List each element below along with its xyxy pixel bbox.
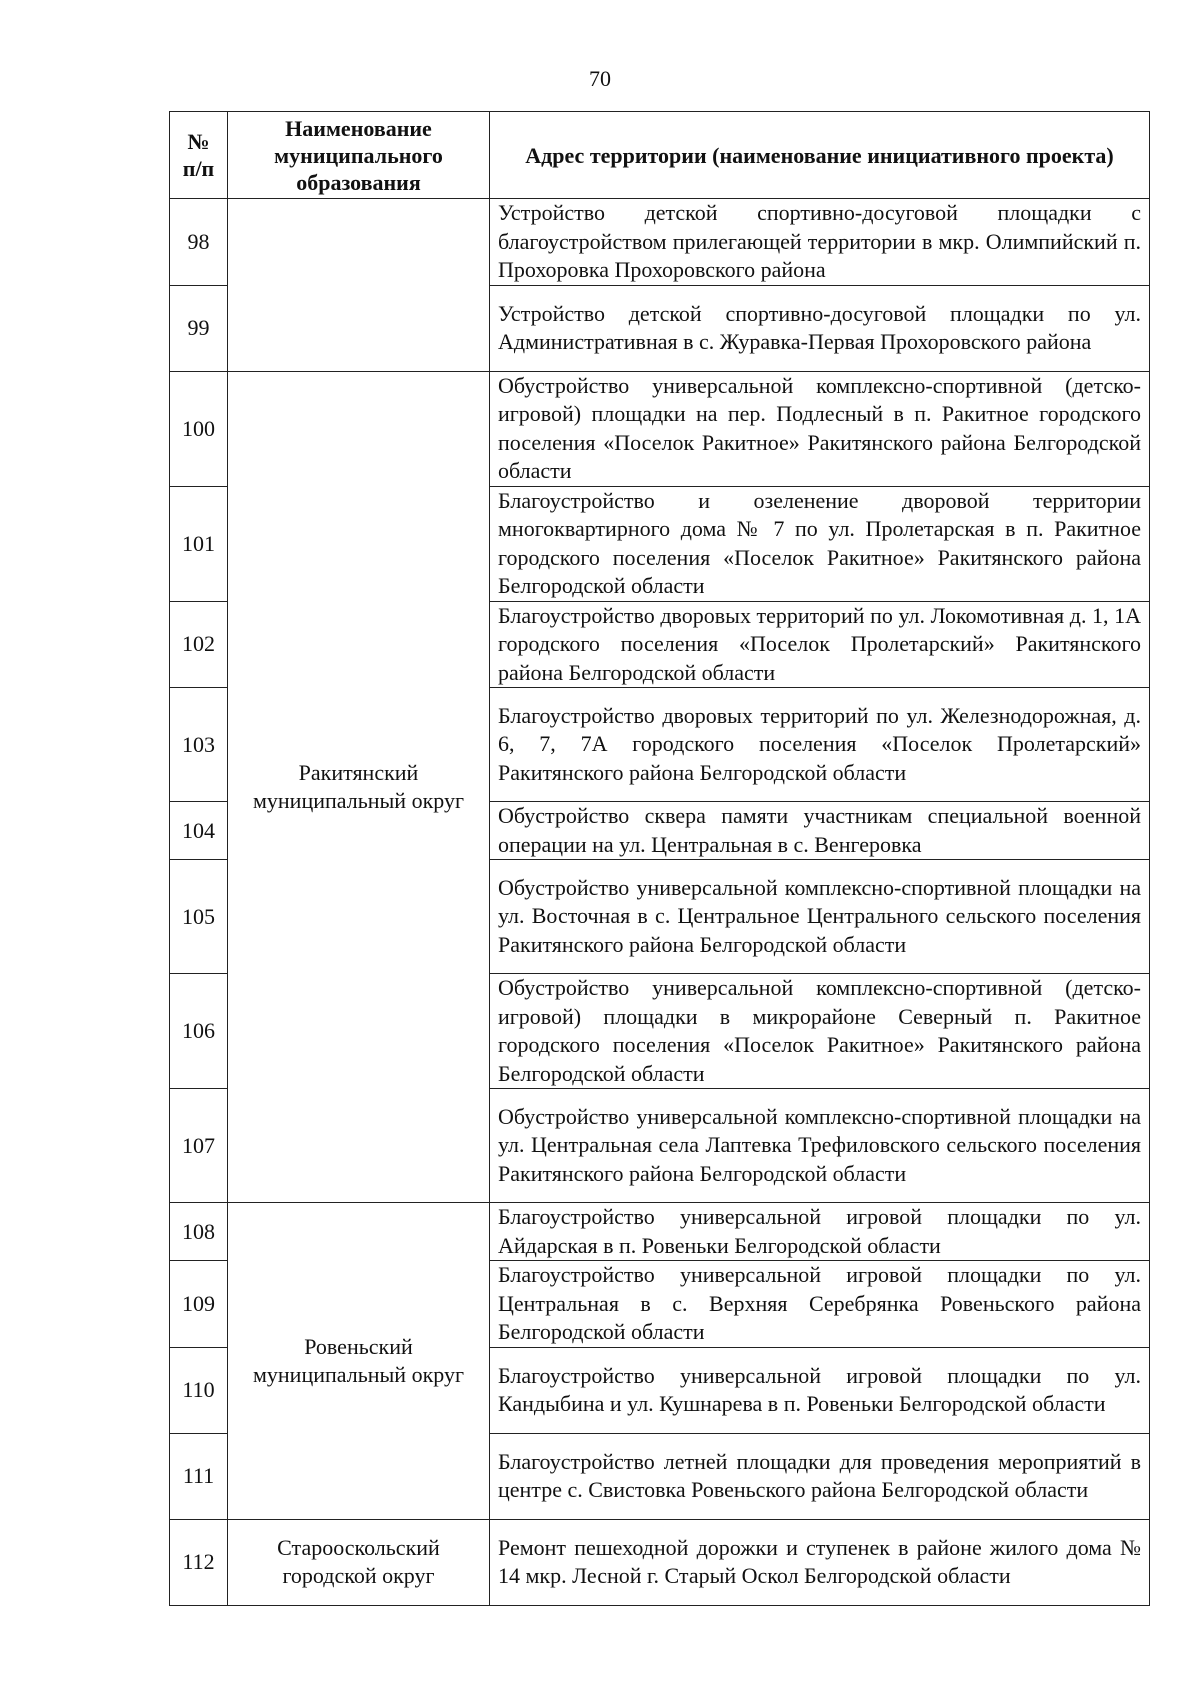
- header-address: Адрес территории (наименование инициативного проекта): [490, 112, 1150, 199]
- municipality-cell: Ракитянский муниципальный округ: [228, 371, 490, 1203]
- project-address: Благоустройство универсальной игровой площадки по ул. Кандыбина и ул. Кушнарева в п. Ровеньки Белгородской области: [490, 1347, 1150, 1433]
- header-municipality: Наименование муниципального образования: [228, 112, 490, 199]
- row-number: 104: [170, 802, 228, 860]
- row-number: 103: [170, 688, 228, 802]
- row-number: 105: [170, 860, 228, 974]
- table-header-row: [170, 112, 1150, 199]
- project-address: Благоустройство дворовых территорий по ул. Железнодорожная, д. 6, 7, 7А городского поселения «Поселок Пролетарский» Ракитянского района Белгородской области: [490, 688, 1150, 802]
- project-address: Благоустройство дворовых территорий по ул. Локомотивная д. 1, 1А городского поселения «Поселок Пролетарский» Ракитянского района Белгородской области: [490, 601, 1150, 688]
- project-address: Благоустройство универсальной игровой площадки по ул. Центральная в с. Верхняя Серебрянка Ровеньского района Белгородской области: [490, 1261, 1150, 1348]
- project-address: Устройство детской спортивно-досуговой площадки с благоустройством прилегающей территории в мкр. Олимпийский п. Прохоровка Прохоровского района: [490, 199, 1150, 286]
- header-number: № п/п: [170, 112, 228, 199]
- row-number: 98: [170, 199, 228, 286]
- project-address: Благоустройство летней площадки для проведения мероприятий в центре с. Свистовка Ровеньского района Белгородской области: [490, 1433, 1150, 1519]
- row-number: 100: [170, 371, 228, 486]
- project-address: Ремонт пешеходной дорожки и ступенек в районе жилого дома № 14 мкр. Лесной г. Старый Оскол Белгородской области: [490, 1519, 1150, 1605]
- project-address: Благоустройство универсальной игровой площадки по ул. Айдарская в п. Ровеньки Белгородской области: [490, 1203, 1150, 1261]
- row-number: 107: [170, 1089, 228, 1203]
- row-number: 106: [170, 974, 228, 1089]
- project-address: Обустройство универсальной комплексно-спортивной (детско-игровой) площадки на пер. Подлесный в п. Ракитное городского поселения «Поселок Ракитное» Ракитянского района Белгородской области: [490, 371, 1150, 486]
- initiative-projects-table: [169, 111, 1150, 1606]
- table-row: [170, 199, 1150, 286]
- page-number: 70: [589, 66, 611, 91]
- municipality-cell: [228, 199, 490, 372]
- row-number: 112: [170, 1519, 228, 1605]
- project-address: Обустройство универсальной комплексно-спортивной площадки на ул. Центральная села Лаптевка Трефиловского сельского поселения Ракитянского района Белгородской области: [490, 1089, 1150, 1203]
- row-number: 101: [170, 486, 228, 601]
- municipality-cell: Старооскольский городской округ: [228, 1519, 490, 1605]
- project-address: Обустройство универсальной комплексно-спортивной (детско-игровой) площадки в микрорайоне Северный п. Ракитное городского поселения «Поселок Ракитное» Ракитянского района Белгородской области: [490, 974, 1150, 1089]
- project-address: Обустройство универсальной комплексно-спортивной площадки на ул. Восточная в с. Центральное Центрального сельского поселения Ракитянского района Белгородской области: [490, 860, 1150, 974]
- municipality-cell: Ровеньский муниципальный округ: [228, 1203, 490, 1520]
- row-number: 108: [170, 1203, 228, 1261]
- table-row: [170, 1203, 1150, 1261]
- row-number: 99: [170, 285, 228, 371]
- row-number: 109: [170, 1261, 228, 1348]
- row-number: 111: [170, 1433, 228, 1519]
- row-number: 110: [170, 1347, 228, 1433]
- table-row: [170, 1519, 1150, 1605]
- row-number: 102: [170, 601, 228, 688]
- project-address: Устройство детской спортивно-досуговой площадки по ул. Административная в с. Журавка-Первая Прохоровского района: [490, 285, 1150, 371]
- project-address: Обустройство сквера памяти участникам специальной военной операции на ул. Центральная в с. Венгеровка: [490, 802, 1150, 860]
- project-address: Благоустройство и озеленение дворовой территории многоквартирного дома № 7 по ул. Пролетарская в п. Ракитное городского поселения «Поселок Ракитное» Ракитянского района Белгородской области: [490, 486, 1150, 601]
- table-row: [170, 371, 1150, 486]
